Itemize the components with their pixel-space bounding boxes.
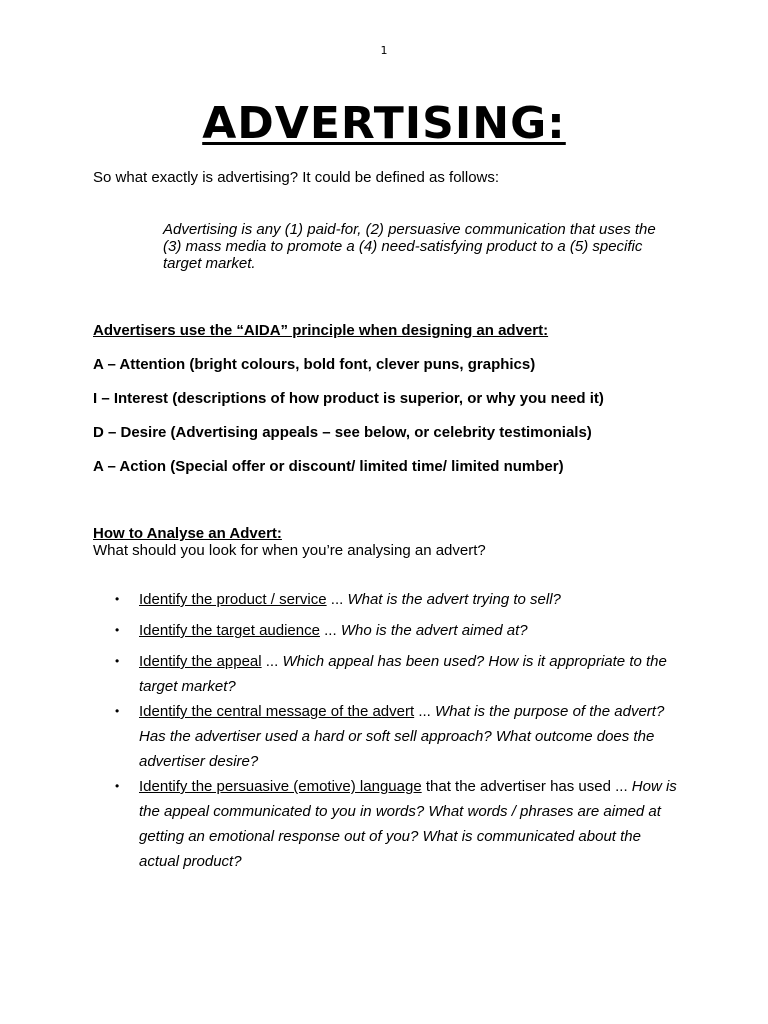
item-lead: Identify the product / service <box>139 591 327 608</box>
item-question: Who is the advert aimed at? <box>340 622 528 639</box>
intro-text: So what exactly is advertising? It could be defined as follows: <box>93 169 500 186</box>
list-item <box>93 774 683 874</box>
analysis-checklist <box>93 587 683 874</box>
bullet-icon: • <box>115 704 120 718</box>
bullet-icon: • <box>115 779 120 793</box>
item-question: Which appeal has been used? How is it appropriate to the target market? <box>139 653 667 695</box>
item-lead: Identify the target audience <box>139 622 320 639</box>
item-lead: Identify the persuasive (emotive) language <box>139 778 422 795</box>
item-question: What is the advert trying to sell? <box>347 591 561 608</box>
item-connector: that the advertiser has used ... <box>421 778 632 795</box>
item-question: What is the purpose of the advert? Has the advertiser used a hard or soft sell approach? What outcome does the advertiser desire? <box>139 703 665 770</box>
bullet-icon: • <box>115 623 120 637</box>
bullet-icon: • <box>115 592 120 606</box>
aida-desire: D – Desire (Advertising appeals – see below, or celebrity testimonials) <box>93 424 592 441</box>
list-item <box>93 587 683 612</box>
list-item <box>93 618 683 643</box>
aida-heading: Advertisers use the “AIDA” principle when designing an advert: <box>93 322 549 339</box>
item-connector: ... <box>326 591 348 608</box>
aida-attention: A – Attention (bright colours, bold font, clever puns, graphics) <box>93 356 536 373</box>
analyse-heading: How to Analyse an Advert: <box>93 525 282 542</box>
aida-interest: I – Interest (descriptions of how product is superior, or why you need it) <box>93 390 604 407</box>
item-lead: Identify the central message of the advert <box>139 703 415 720</box>
item-lead: Identify the appeal <box>139 653 262 670</box>
definition-quote: Advertising is any (1) paid-for, (2) persuasive communication that uses the (3) mass media to promote a (4) need-satisfying product to a (5) specific target market. <box>163 221 656 272</box>
list-item <box>93 699 683 774</box>
page-title: ADVERTISING: <box>202 98 566 149</box>
list-item <box>93 649 683 699</box>
item-question: How is the appeal communicated to you in words? What words / phrases are aimed at getting an emotional response out of you? What is communicated about the actual product? <box>139 778 677 870</box>
item-connector: ... <box>319 622 341 639</box>
item-connector: ... <box>261 653 283 670</box>
item-connector: ... <box>414 703 435 720</box>
aida-action: A – Action (Special offer or discount/ limited time/ limited number) <box>93 458 564 475</box>
bullet-icon: • <box>115 654 120 668</box>
page-number: 1 <box>380 44 388 57</box>
analyse-question: What should you look for when you’re analysing an advert? <box>93 542 486 559</box>
